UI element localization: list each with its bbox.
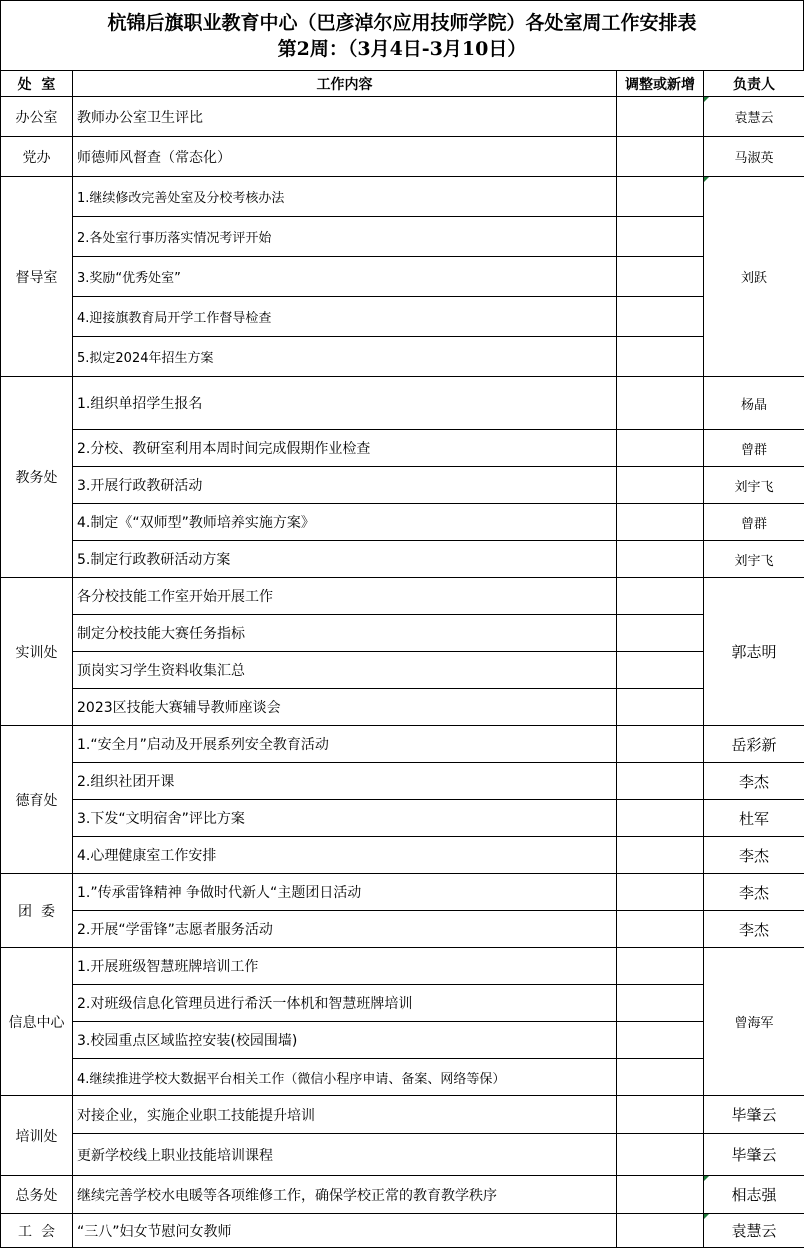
table-row <box>1 1096 804 1134</box>
adjust-cell <box>617 726 704 763</box>
adjust-cell <box>617 615 704 652</box>
task-item: 4.心理健康室工作安排 <box>73 837 617 874</box>
task-item: 4.制定《“双师型”教师培养实施方案》 <box>73 504 617 541</box>
adjust-cell <box>617 467 704 504</box>
table-row <box>1 1134 804 1176</box>
table-row <box>1 1022 804 1059</box>
table-row <box>1 615 804 652</box>
sheet-title: 杭锦后旗职业教育中心（巴彦淖尔应用技师学院）各处室周工作安排表 <box>107 12 697 34</box>
adjust-cell <box>617 837 704 874</box>
owner-cell: 李杰 <box>704 763 804 800</box>
adjust-cell <box>617 137 704 177</box>
task-item: 5.拟定2024年招生方案 <box>73 337 617 377</box>
dept-office: 办公室 <box>1 97 73 137</box>
task-item: 3.奖励“优秀处室” <box>73 257 617 297</box>
owner-cell: 郭志明 <box>704 578 804 726</box>
owner-cell: 李杰 <box>704 874 804 911</box>
adjust-cell <box>617 541 704 578</box>
adjust-cell <box>617 1134 704 1176</box>
task-item: 5.制定行政教研活动方案 <box>73 541 617 578</box>
adjust-cell <box>617 1096 704 1134</box>
header-row <box>1 71 804 97</box>
task-item: 更新学校线上职业技能培训课程 <box>73 1134 617 1176</box>
table-row <box>1 257 804 297</box>
task-item: 3.校园重点区域监控安装(校园围墙) <box>73 1022 617 1059</box>
adjust-cell <box>617 97 704 137</box>
task-item: 制定分校技能大赛任务指标 <box>73 615 617 652</box>
dept-party-office: 党办 <box>1 137 73 177</box>
task-item: 2.分校、教研室利用本周时间完成假期作业检查 <box>73 430 617 467</box>
adjust-cell <box>617 430 704 467</box>
header-adjust: 调整或新增 <box>617 71 704 97</box>
owner-cell: 刘宇飞 <box>704 467 804 504</box>
adjust-cell <box>617 948 704 985</box>
owner-cell: 毕肇云 <box>704 1134 804 1176</box>
dept-labor-union: 工 会 <box>1 1214 73 1248</box>
owner-cell: 杨晶 <box>704 377 804 430</box>
adjust-cell <box>617 652 704 689</box>
adjust-cell <box>617 337 704 377</box>
adjust-cell <box>617 578 704 615</box>
task-item: 对接企业，实施企业职工技能提升培训 <box>73 1096 617 1134</box>
adjust-cell <box>617 1059 704 1096</box>
header-content: 工作内容 <box>73 71 617 97</box>
task-item: 2.对班级信息化管理员进行希沃一体机和智慧班牌培训 <box>73 985 617 1022</box>
task-item: 2023区技能大赛辅导教师座谈会 <box>73 689 617 726</box>
adjust-cell <box>617 297 704 337</box>
task-item: 教师办公室卫生评比 <box>73 97 617 137</box>
dept-practical-training: 实训处 <box>1 578 73 726</box>
task-item: 4.迎接旗教育局开学工作督导检查 <box>73 297 617 337</box>
table-row <box>1 504 804 541</box>
schedule-table <box>0 70 804 1248</box>
adjust-cell <box>617 689 704 726</box>
dept-general-affairs: 总务处 <box>1 1176 73 1214</box>
dept-information-center: 信息中心 <box>1 948 73 1096</box>
adjust-cell <box>617 1214 704 1248</box>
table-row <box>1 652 804 689</box>
dept-training: 培训处 <box>1 1096 73 1176</box>
task-item: 2.各处室行事历落实情况考评开始 <box>73 217 617 257</box>
dept-supervision: 督导室 <box>1 177 73 377</box>
table-row <box>1 297 804 337</box>
owner-cell: 刘跃 <box>704 177 804 377</box>
table-row <box>1 726 804 763</box>
adjust-cell <box>617 911 704 948</box>
task-item: 1.继续修改完善处室及分校考核办法 <box>73 177 617 217</box>
dept-youth-league: 团 委 <box>1 874 73 948</box>
dept-academic-affairs: 教务处 <box>1 377 73 578</box>
adjust-cell <box>617 874 704 911</box>
adjust-cell <box>617 377 704 430</box>
adjust-cell <box>617 257 704 297</box>
adjust-cell <box>617 1022 704 1059</box>
table-row <box>1 578 804 615</box>
task-item: 师德师风督查（常态化） <box>73 137 617 177</box>
table-row <box>1 377 804 430</box>
task-item: 顶岗实习学生资料收集汇总 <box>73 652 617 689</box>
owner-cell: 李杰 <box>704 837 804 874</box>
owner-cell: 刘宇飞 <box>704 541 804 578</box>
table-row <box>1 689 804 726</box>
table-row <box>1 911 804 948</box>
table-row <box>1 1214 804 1248</box>
table-row <box>1 97 804 137</box>
adjust-cell <box>617 985 704 1022</box>
owner-cell: 曾群 <box>704 504 804 541</box>
owner-cell: 马淑英 <box>704 137 804 177</box>
adjust-cell <box>617 504 704 541</box>
table-row <box>1 1176 804 1214</box>
table-row <box>1 541 804 578</box>
table-row <box>1 137 804 177</box>
table-row <box>1 763 804 800</box>
adjust-cell <box>617 800 704 837</box>
title-block <box>0 0 804 70</box>
task-item: 3.开展行政教研活动 <box>73 467 617 504</box>
table-row <box>1 217 804 257</box>
owner-cell: 毕肇云 <box>704 1096 804 1134</box>
table-row <box>1 874 804 911</box>
owner-cell: 曾海军 <box>704 948 804 1096</box>
owner-cell: 曾群 <box>704 430 804 467</box>
owner-cell: 袁慧云 <box>704 97 804 137</box>
task-item: 3.下发“文明宿舍”评比方案 <box>73 800 617 837</box>
task-item: 1.开展班级智慧班牌培训工作 <box>73 948 617 985</box>
owner-cell: 袁慧云 <box>704 1214 804 1248</box>
task-item: 1.”传承雷锋精神 争做时代新人“主题团日活动 <box>73 874 617 911</box>
task-item: “三八”妇女节慰问女教师 <box>73 1214 617 1248</box>
header-owner: 负责人 <box>704 71 804 97</box>
adjust-cell <box>617 217 704 257</box>
owner-cell: 相志强 <box>704 1176 804 1214</box>
task-item: 各分校技能工作室开始开展工作 <box>73 578 617 615</box>
task-item: 4.继续推进学校大数据平台相关工作（微信小程序申请、备案、网络等保） <box>73 1059 617 1096</box>
adjust-cell <box>617 1176 704 1214</box>
adjust-cell <box>617 763 704 800</box>
table-row <box>1 837 804 874</box>
task-item: 1.“安全月”启动及开展系列安全教育活动 <box>73 726 617 763</box>
table-row <box>1 430 804 467</box>
task-item: 继续完善学校水电暖等各项维修工作，确保学校正常的教育教学秩序 <box>73 1176 617 1214</box>
table-row <box>1 948 804 985</box>
table-row <box>1 177 804 217</box>
adjust-cell <box>617 177 704 217</box>
owner-cell: 岳彩新 <box>704 726 804 763</box>
task-item: 2.组织社团开课 <box>73 763 617 800</box>
owner-cell: 李杰 <box>704 911 804 948</box>
sheet-week: 第2周：（3月4日-3月10日） <box>277 38 527 60</box>
table-row <box>1 337 804 377</box>
task-item: 1.组织单招学生报名 <box>73 377 617 430</box>
table-row <box>1 985 804 1022</box>
owner-cell: 杜军 <box>704 800 804 837</box>
task-item: 2.开展“学雷锋”志愿者服务活动 <box>73 911 617 948</box>
dept-moral-education: 德育处 <box>1 726 73 874</box>
table-row <box>1 800 804 837</box>
table-row <box>1 1059 804 1096</box>
header-dept: 处 室 <box>1 71 73 97</box>
table-row <box>1 467 804 504</box>
